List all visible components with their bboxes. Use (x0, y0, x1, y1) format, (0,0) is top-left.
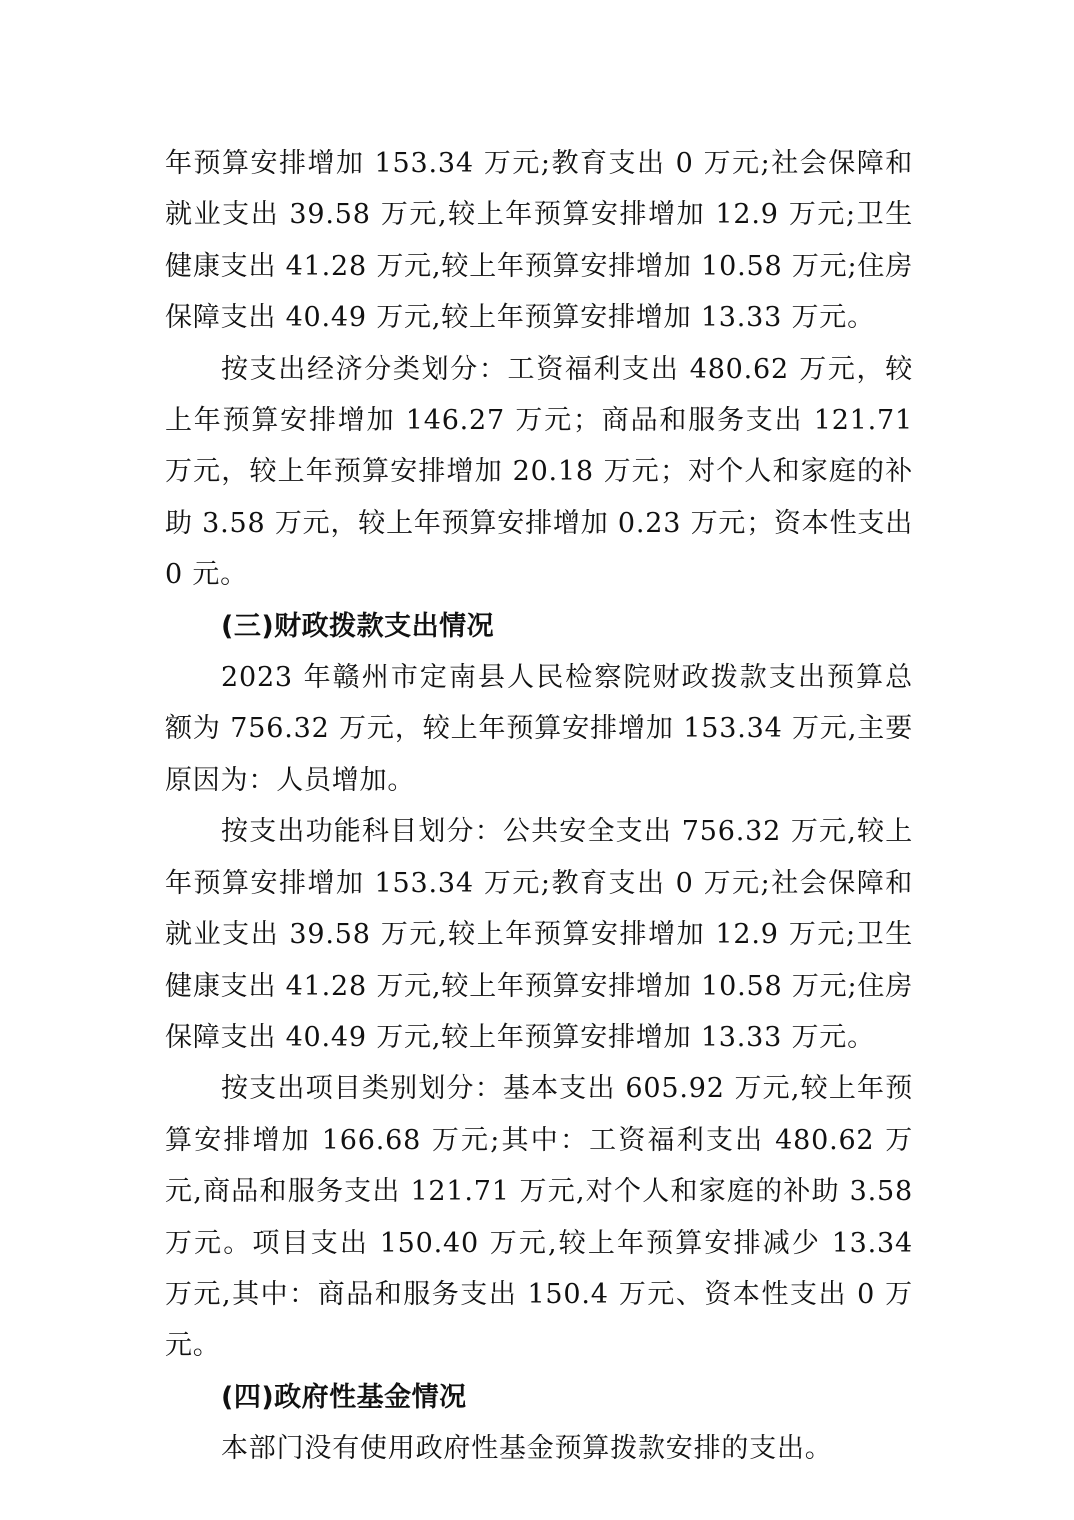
section-heading-fiscal-appropriation: (三)财政拨款支出情况 (221, 610, 495, 642)
section-heading-government-fund: (四)政府性基金情况 (221, 1381, 467, 1413)
paragraph-economic-classification: 按支出经济分类划分：工资福利支出 480.62 万元，较上年预算安排增加 146.27 万元；商品和服务支出 121.71 万元，较上年预算安排增加 20.18 万元；对个人和家庭的补助 3.58 万元，较上年预算安排增加 0.23 万元；资本性支出 0 元。 (165, 353, 913, 591)
paragraph-continued-function-spending: 年预算安排增加 153.34 万元;教育支出 0 万元;社会保障和就业支出 39.58 万元,较上年预算安排增加 12.9 万元;卫生健康支出 41.28 万元,较上年预算安排增加 10.58 万元;住房保障支出 40.49 万元,较上年预算安排增加 13.33 万元。 (165, 148, 913, 334)
paragraph-function-classification: 按支出功能科目划分：公共安全支出 756.32 万元,较上年预算安排增加 153.34 万元;教育支出 0 万元;社会保障和就业支出 39.58 万元,较上年预算安排增加 12.9 万元;卫生健康支出 41.28 万元,较上年预算安排增加 10.58 万元;住房保障支出 40.49 万元,较上年预算安排增加 13.33 万元。 (165, 816, 913, 1053)
paragraph-project-classification: 按支出项目类别划分：基本支出 605.92 万元,较上年预算安排增加 166.68 万元;其中：工资福利支出 480.62 万元,商品和服务支出 121.71 万元,对个人和家庭的补助 3.58 万元。项目支出 150.40 万元,较上年预算安排减少 13.34 万元,其中：商品和服务支出 150.4 万元、资本性支出 0 万元。 (165, 1073, 913, 1362)
document-body (165, 138, 913, 1475)
paragraph-fiscal-appropriation-total: 2023 年赣州市定南县人民检察院财政拨款支出预算总额为 756.32 万元，较上年预算安排增加 153.34 万元,主要原因为：人员增加。 (165, 662, 913, 796)
paragraph-government-fund-none: 本部门没有使用政府性基金预算拨款安排的支出。 (221, 1433, 833, 1465)
